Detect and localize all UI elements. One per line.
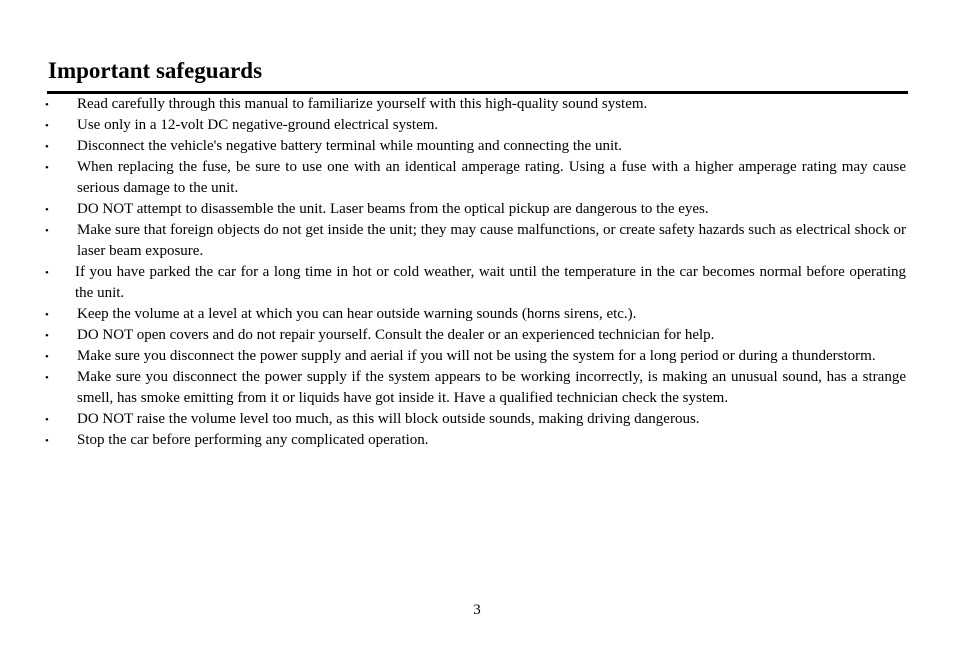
list-item-text: Disconnect the vehicle's negative battery terminal while mounting and connecting the unit. [77,138,623,154]
bullet-icon: • [45,435,49,447]
bullet-icon: • [45,351,49,363]
list-item [0,262,954,304]
bullet-icon: • [45,225,49,237]
list-item-text: DO NOT open covers and do not repair yourself. Consult the dealer or an experienced technician for help. [77,327,715,343]
list-item-text: If you have parked the car for a long time in hot or cold weather, wait until the temperature in the car becomes normal before operating the unit. [75,264,906,301]
list-item-text: Make sure that foreign objects do not get inside the unit; they may cause malfunctions, or create safety hazards such as electrical shock or laser beam exposure. [77,222,906,259]
list-item-text: Use only in a 12-volt DC negative-ground electrical system. [77,117,439,133]
list-item-text: Make sure you disconnect the power supply if the system appears to be working incorrectly, is making an unusual sound, has a strange smell, has smoke emitting from it or liquids have got inside it. Have a qualified technician check the system. [77,369,906,406]
bullet-icon: • [45,414,49,426]
page-number: 3 [473,602,481,618]
list-item [0,157,954,199]
list-item-text: When replacing the fuse, be sure to use one with an identical amperage rating. Using a fuse with a higher amperage rating may cause serious damage to the unit. [77,159,906,196]
section-heading: Important safeguards [48,58,263,83]
list-item-text: Make sure you disconnect the power supply and aerial if you will not be using the system for a long period or during a thunderstorm. [77,348,876,364]
bullet-icon: • [45,330,49,342]
bullet-icon: • [45,372,49,384]
list-item [0,409,954,430]
list-item-text: Stop the car before performing any complicated operation. [77,432,429,448]
safeguard-list [0,94,954,451]
list-item [0,115,954,136]
list-item [0,199,954,220]
list-item [0,304,954,325]
list-item-text: Read carefully through this manual to familiarize yourself with this high-quality sound system. [77,96,648,112]
list-item-text: DO NOT attempt to disassemble the unit. Laser beams from the optical pickup are dangerous to the eyes. [77,201,709,217]
bullet-icon: • [45,141,49,153]
bullet-icon: • [45,309,49,321]
list-item [0,325,954,346]
list-item-text: Keep the volume at a level at which you can hear outside warning sounds (horns sirens, etc.). [77,306,637,322]
bullet-icon: • [45,120,49,132]
list-item [0,430,954,451]
list-item [0,346,954,367]
list-item [0,367,954,409]
list-item-text: DO NOT raise the volume level too much, as this will block outside sounds, making driving dangerous. [77,411,700,427]
bullet-icon: • [45,267,49,279]
bullet-icon: • [45,99,49,111]
list-item [0,136,954,157]
bullet-icon: • [45,204,49,216]
list-item [0,94,954,115]
bullet-icon: • [45,162,49,174]
list-item [0,220,954,262]
